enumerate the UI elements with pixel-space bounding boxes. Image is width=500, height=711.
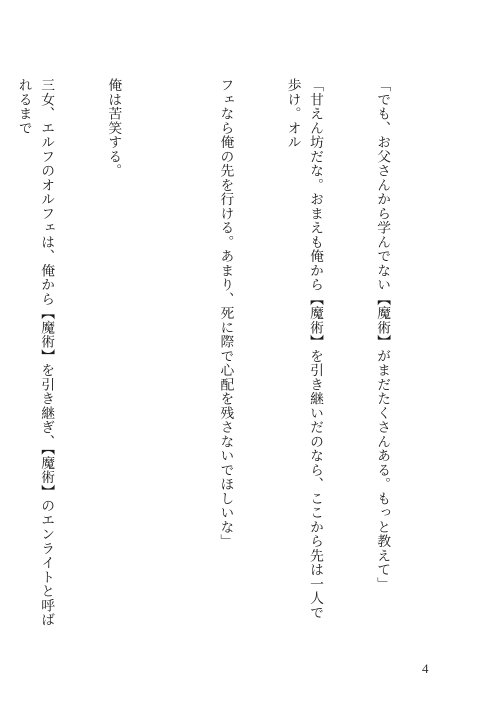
vertical-text-body (0, 78, 438, 630)
text-line: フェなら俺の先を行ける。あまり、死に際で心配を残さないでほしいな」 (217, 78, 234, 549)
page-number: 4 (422, 661, 429, 676)
text-line: 「甘えん坊だな。おまえも俺から【魔術】を引き継いだのなら、ここから先は一人で歩け。オル (284, 78, 323, 620)
text-line: 「でも、お父さんから学んでない【魔術】がまだたくさんある。もっと教えて」 (374, 78, 391, 591)
text-line: 俺は苦笑する。 (105, 78, 122, 178)
text-line: 三女、エルフのオルフェは、俺から【魔術】を引き継ぎ、【魔術】のエンライトと呼ばれるまで (15, 78, 55, 627)
